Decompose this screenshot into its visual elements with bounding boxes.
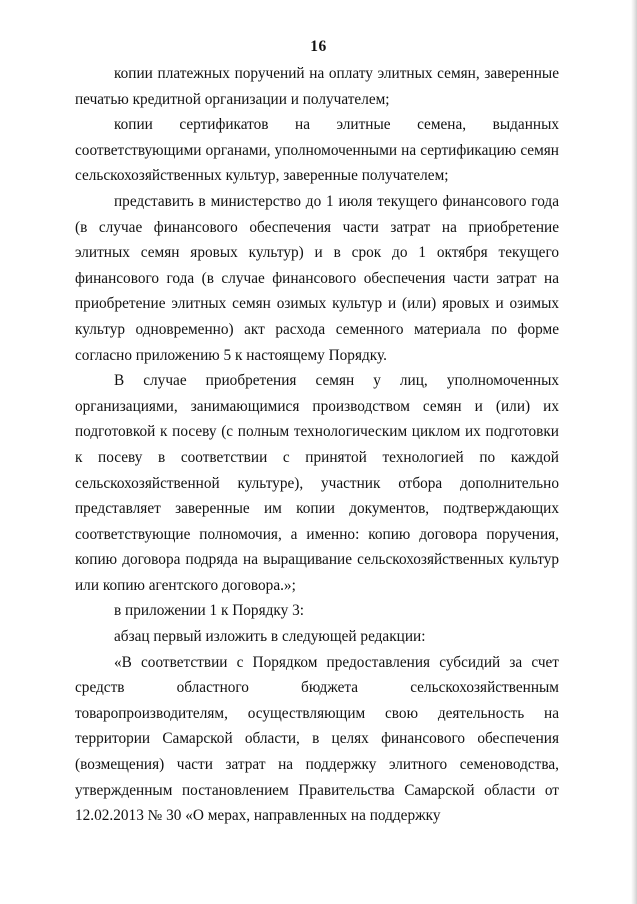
paragraph-6: абзац первый изложить в следующей редакции:	[114, 628, 426, 646]
paragraph-5: в приложении 1 к Порядку 3:	[114, 602, 304, 620]
paragraph-1: копии платежных поручений на оплату элитных семян, заверенные печатью кредитной организации и получателем;	[75, 65, 559, 108]
document-body	[75, 61, 559, 829]
paragraph-4: В случае приобретения семян у лиц, уполномоченных организациями, занимающимися производством семян и (или) их подготовкой к посеву (с полным технологическим циклом их подготовки к посеву в соответствии с принятой технологией по каждой сельскохозяйственной культуре), участник отбора дополнительно представляет заверенные им копии документов, подтверждающих соответствующие полномочия, а именно: копию договора поручения, копию договора подряда на выращивание сельскохозяйственных культур или копию агентского договора.»;	[75, 372, 559, 594]
page-number: 16	[310, 38, 327, 55]
paragraph-2: копии сертификатов на элитные семена, выданных соответствующими органами, уполномоченными на сертификацию семян сельскохозяйственных культур, заверенные получателем;	[75, 116, 559, 185]
scan-edge-shadow	[631, 0, 637, 904]
paragraph-7: «В соответствии с Порядком предоставления субсидий за счет средств областного бюджета сельскохозяйственным товаропроизводителям, осуществляющим свою деятельность на территории Самарской области, в целях финансового обеспечения (возмещения) части затрат на поддержку элитного семеноводства, утвержденным постановлением Правительства Самарской области от 12.02.2013 № 30 «О мерах, направленных на поддержку	[75, 653, 559, 825]
paragraph-3: представить в министерство до 1 июля текущего финансового года (в случае финансового обеспечения части затрат на приобретение элитных семян яровых культур) и в срок до 1 октября текущего финансового года (в случае финансового обеспечения части затрат на приобретение элитных семян озимых культур и (или) яровых и озимых культур одновременно) акт расхода семенного материала по форме согласно приложению 5 к настоящему Порядку.	[75, 192, 559, 364]
